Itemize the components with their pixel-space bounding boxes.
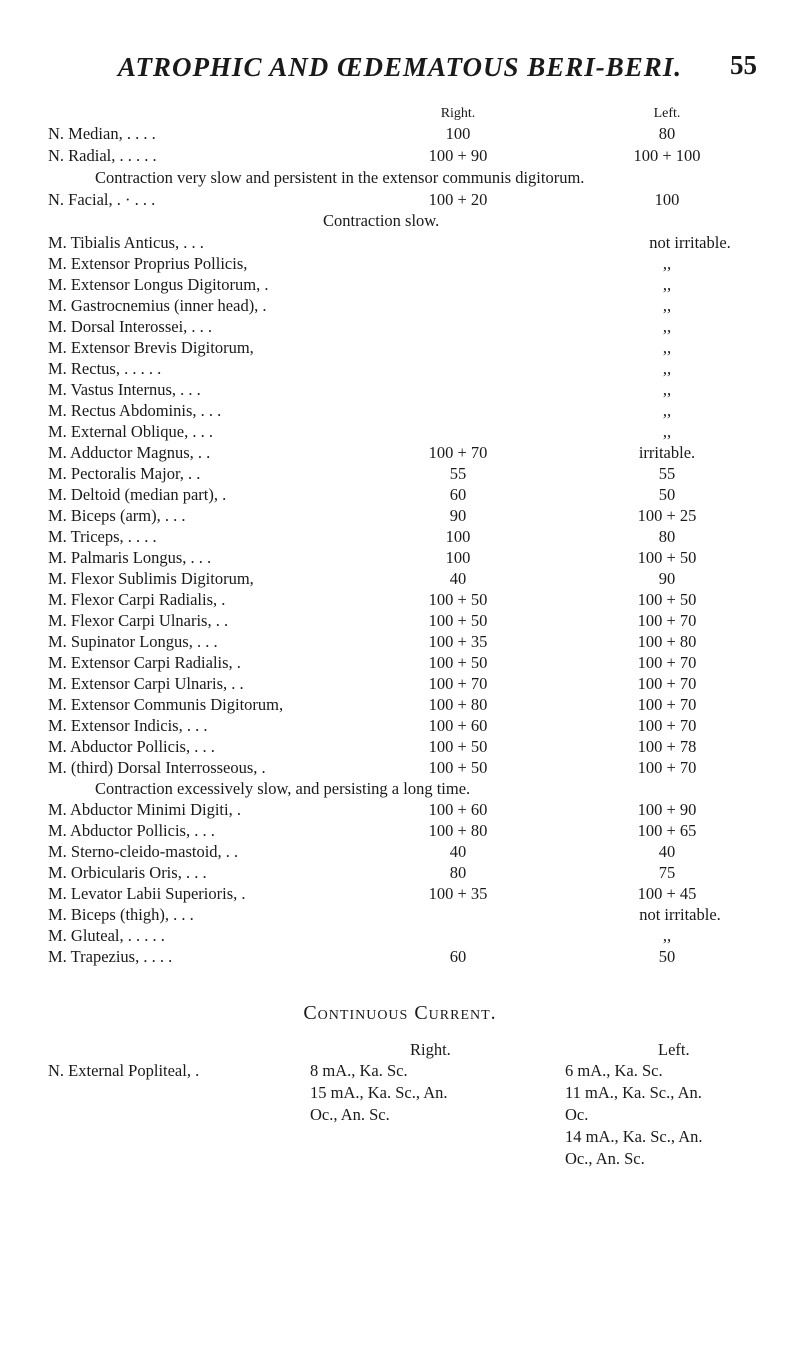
row-label: M. Dorsal Interossei, . . . xyxy=(48,317,213,336)
right-value: 100 xyxy=(445,124,471,143)
ditto-mark: ,, xyxy=(662,275,672,294)
row-label: M. Gastrocnemius (inner head), . xyxy=(48,296,267,315)
note-interosseous: Contraction excessively slow, and persisting a long time. xyxy=(95,779,471,798)
table-row xyxy=(0,716,800,736)
cc-header-left: Left. xyxy=(658,1040,690,1059)
cc-right-line: Oc., An. Sc. xyxy=(310,1105,390,1124)
left-value: 100 + 50 xyxy=(637,548,697,567)
right-value: 100 + 20 xyxy=(428,190,488,209)
note-radial: Contraction very slow and persistent in the extensor communis digitorum. xyxy=(95,168,585,187)
left-value: 100 + 70 xyxy=(637,674,697,693)
cc-right-line: 8 mA., Ka. Sc. xyxy=(310,1061,408,1080)
left-value: 100 xyxy=(654,190,680,209)
row-label: N. Median, . . . . xyxy=(48,124,156,143)
table-row xyxy=(0,674,800,694)
table-row xyxy=(0,485,800,505)
right-value: 90 xyxy=(449,506,467,525)
table-row xyxy=(0,190,800,210)
running-head: ATROPHIC AND ŒDEMATOUS BERI-BERI. xyxy=(117,52,683,82)
right-value: 80 xyxy=(449,863,467,882)
right-value: 100 + 50 xyxy=(428,590,488,609)
note-facial: Contraction slow. xyxy=(323,211,440,230)
right-value: 100 + 60 xyxy=(428,800,488,819)
right-value: 100 + 50 xyxy=(428,653,488,672)
table-row xyxy=(0,254,800,274)
page-number: 55 xyxy=(730,50,757,80)
table-row xyxy=(0,590,800,610)
left-value: 50 xyxy=(658,485,676,504)
right-value: 100 + 90 xyxy=(428,146,488,165)
left-value: 100 + 45 xyxy=(637,884,697,903)
cc-nerve-label: N. External Popliteal, . xyxy=(48,1061,200,1080)
row-label: M. Extensor Longus Digitorum, . xyxy=(48,275,269,294)
ditto-mark: ,, xyxy=(662,401,672,420)
right-value: 40 xyxy=(449,569,467,588)
cc-left-line: 14 mA., Ka. Sc., An. xyxy=(565,1127,703,1146)
right-value: 100 + 50 xyxy=(428,758,488,777)
right-value: 60 xyxy=(449,947,467,966)
right-value: 100 + 35 xyxy=(428,884,488,903)
table-row xyxy=(0,821,800,841)
row-label: M. Rectus Abdominis, . . . xyxy=(48,401,222,420)
ditto-mark: ,, xyxy=(662,926,672,945)
table-row xyxy=(0,317,800,337)
left-value: 100 + 50 xyxy=(637,590,697,609)
left-value: 100 + 100 xyxy=(633,146,701,165)
left-value: 55 xyxy=(658,464,676,483)
left-value: 100 + 70 xyxy=(637,653,697,672)
right-value: 40 xyxy=(449,842,467,861)
ditto-mark: ,, xyxy=(662,296,672,315)
right-value: 100 xyxy=(445,527,471,546)
table-row xyxy=(0,380,800,400)
row-label: M. Extensor Communis Digitorum, xyxy=(48,695,284,714)
left-value: 40 xyxy=(658,842,676,861)
right-value: 100 + 80 xyxy=(428,695,488,714)
row-label: M. Extensor Brevis Digitorum, xyxy=(48,338,254,357)
row-label: M. Adductor Magnus, . . xyxy=(48,443,211,462)
row-label: M. Biceps (arm), . . . xyxy=(48,506,186,525)
left-value: 100 + 65 xyxy=(637,821,697,840)
row-label: M. Orbicularis Oris, . . . xyxy=(48,863,207,882)
row-label: M. Gluteal, . . . . . xyxy=(48,926,165,945)
left-value: not irritable. xyxy=(649,233,731,252)
ditto-mark: ,, xyxy=(662,359,672,378)
table-row xyxy=(0,146,800,166)
left-value: 100 + 25 xyxy=(637,506,697,525)
left-value: 75 xyxy=(658,863,676,882)
left-value: 50 xyxy=(658,947,676,966)
section-title: Continuous Current. xyxy=(303,1002,497,1024)
table-row xyxy=(0,758,800,778)
right-value: 100 + 60 xyxy=(428,716,488,735)
table-row xyxy=(0,653,800,673)
row-label: M. Vastus Internus, . . . xyxy=(48,380,201,399)
row-label: M. Abductor Pollicis, . . . xyxy=(48,737,215,756)
table-row xyxy=(0,527,800,547)
left-value: 100 + 70 xyxy=(637,716,697,735)
row-label: M. Abductor Pollicis, . . . xyxy=(48,821,215,840)
table-row xyxy=(0,359,800,379)
table-row xyxy=(0,548,800,568)
left-value: 80 xyxy=(658,527,676,546)
table-row xyxy=(0,338,800,358)
cc-left-line: 11 mA., Ka. Sc., An. xyxy=(565,1083,702,1102)
right-value: 100 + 70 xyxy=(428,674,488,693)
row-label: M. External Oblique, . . . xyxy=(48,422,213,441)
table-row xyxy=(0,695,800,715)
right-value: 60 xyxy=(449,485,467,504)
ditto-mark: ,, xyxy=(662,380,672,399)
row-label: M. Deltoid (median part), . xyxy=(48,485,227,504)
row-label: M. Extensor Carpi Radialis, . xyxy=(48,653,241,672)
right-value: 100 xyxy=(445,548,471,567)
row-label: M. Flexor Carpi Radialis, . xyxy=(48,590,226,609)
row-label: M. Supinator Longus, . . . xyxy=(48,632,218,651)
cc-right-line: 15 mA., Ka. Sc., An. xyxy=(310,1083,448,1102)
right-value: 100 + 50 xyxy=(428,611,488,630)
left-value: 100 + 80 xyxy=(637,632,697,651)
table-row xyxy=(0,443,800,463)
cc-left-line: 6 mA., Ka. Sc. xyxy=(565,1061,663,1080)
ditto-mark: ,, xyxy=(662,422,672,441)
row-label: M. Tibialis Anticus, . . . xyxy=(48,233,204,252)
left-value: irritable. xyxy=(638,443,696,462)
row-label: M. Flexor Sublimis Digitorum, xyxy=(48,569,254,588)
right-value: 100 + 50 xyxy=(428,737,488,756)
table-row xyxy=(0,842,800,862)
row-label: M. Palmaris Longus, . . . xyxy=(48,548,212,567)
left-value: 100 + 70 xyxy=(637,758,697,777)
table-row xyxy=(0,296,800,316)
cc-header-right: Right. xyxy=(410,1040,451,1059)
ditto-mark: ,, xyxy=(662,338,672,357)
ditto-mark: ,, xyxy=(662,317,672,336)
table-row xyxy=(0,569,800,589)
right-value: 100 + 80 xyxy=(428,821,488,840)
row-label: M. Pectoralis Major, . . xyxy=(48,464,201,483)
row-label: M. Flexor Carpi Ulnaris, . . xyxy=(48,611,229,630)
header-left: Left. xyxy=(653,106,681,121)
table-row xyxy=(0,632,800,652)
table-row xyxy=(0,737,800,757)
row-label: M. Biceps (thigh), . . . xyxy=(48,905,194,924)
table-row xyxy=(0,926,800,946)
table-row xyxy=(0,884,800,904)
row-label: M. Sterno-cleido-mastoid, . . xyxy=(48,842,239,861)
cc-left-line: Oc. xyxy=(565,1105,589,1124)
right-value: 100 + 35 xyxy=(428,632,488,651)
left-value: 100 + 90 xyxy=(637,800,697,819)
row-label: M. Triceps, . . . . xyxy=(48,527,157,546)
table-row xyxy=(0,275,800,295)
row-label: M. Extensor Proprius Pollicis, xyxy=(48,254,248,273)
left-value: 90 xyxy=(658,569,676,588)
row-label: M. Levator Labii Superioris, . xyxy=(48,884,246,903)
right-value: 100 + 70 xyxy=(428,443,488,462)
row-label: M. Abductor Minimi Digiti, . xyxy=(48,800,241,819)
row-label: M. Extensor Indicis, . . . xyxy=(48,716,208,735)
left-value: 100 + 70 xyxy=(637,695,697,714)
table-row xyxy=(0,863,800,883)
ditto-mark: ,, xyxy=(662,254,672,273)
table-row xyxy=(0,401,800,421)
table-row xyxy=(0,124,800,144)
cc-left-line: Oc., An. Sc. xyxy=(565,1149,645,1168)
row-label: M. Trapezius, . . . . xyxy=(48,947,173,966)
right-value: 55 xyxy=(449,464,467,483)
table-row xyxy=(0,611,800,631)
table-row xyxy=(0,905,800,925)
row-label: M. (third) Dorsal Interrosseous, . xyxy=(48,758,266,777)
table-row xyxy=(0,464,800,484)
table-row xyxy=(0,233,800,253)
header-right: Right. xyxy=(440,106,476,121)
left-value: 100 + 78 xyxy=(637,737,697,756)
row-label: M. Rectus, . . . . . xyxy=(48,359,162,378)
table-row xyxy=(0,947,800,967)
left-value: 80 xyxy=(658,124,676,143)
left-value: not irritable. xyxy=(639,905,721,924)
row-label: N. Facial, . · . . . xyxy=(48,190,156,209)
table-row xyxy=(0,506,800,526)
row-label: M. Extensor Carpi Ulnaris, . . xyxy=(48,674,244,693)
left-value: 100 + 70 xyxy=(637,611,697,630)
row-label: N. Radial, . . . . . xyxy=(48,146,157,165)
table-row xyxy=(0,800,800,820)
column-headers xyxy=(0,104,800,124)
table-row xyxy=(0,422,800,442)
